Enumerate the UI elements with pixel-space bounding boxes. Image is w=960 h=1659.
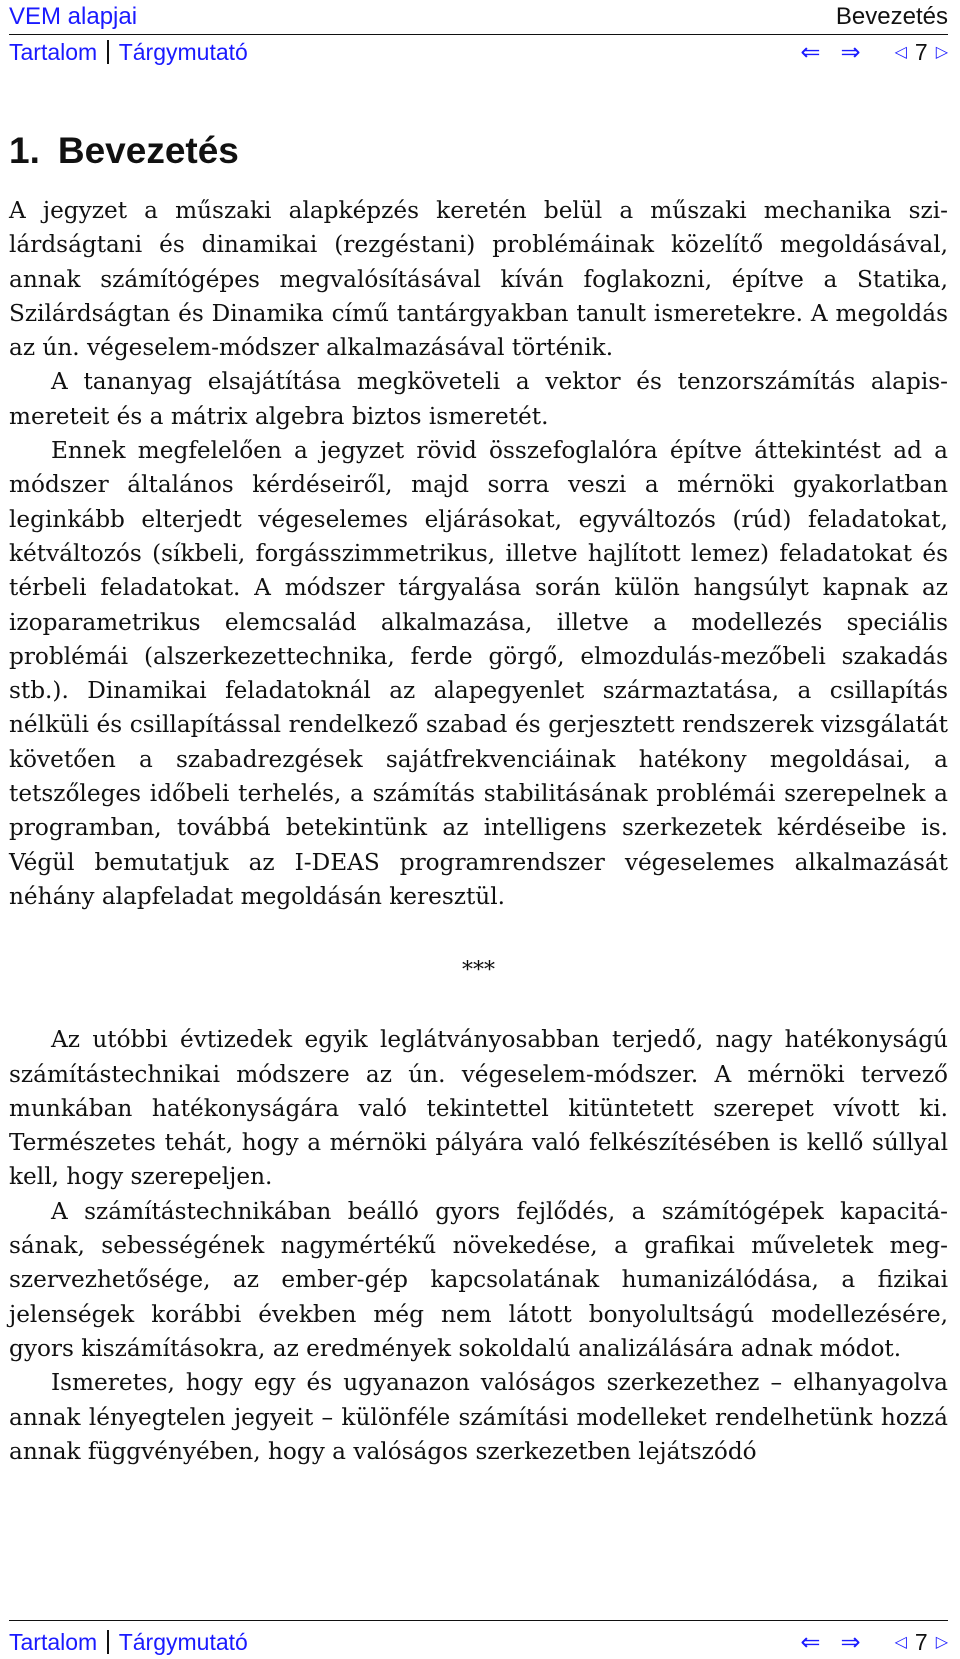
next-page-icon[interactable]: ▷	[935, 44, 948, 61]
section-heading	[9, 130, 948, 172]
nav-separator	[107, 40, 109, 64]
paragraph: A jegyzet a műszaki alapképzés keretén belül a műszaki mechanika szilárdságtani és dinamikai (rezgéstani) problémáinak közelítő megoldásával, annak számítógépes megvalósításával kíván foglakozni, építve a Statika, Szilárdságtan és Dinamika című tantárgyakban tanult ismeretekre. A megoldás az ún. végeselem-módszer alkalmazásával történik.	[9, 197, 948, 362]
contents-link[interactable]: Tartalom	[9, 1628, 98, 1655]
contents-link[interactable]: Tartalom	[9, 38, 98, 65]
paragraph: Az utóbbi évtizedek egyik leglátványosabban terjedő, nagy hatékonyságú számítástechnikai módszere az ún. végeselem-módszer. A mérnöki tervező munkában hatékonyságára való tekintettel kitüntetett szerepet vívott ki. Természetes tehát, hogy a mérnöki pályára való felkészítésében is kellő súllyal kell, hogy szerepeljen.	[9, 1026, 948, 1191]
running-header	[9, 2, 948, 32]
page-body	[9, 118, 948, 1469]
forward-arrow-icon[interactable]: ⇒	[840, 38, 861, 66]
section-number: 1.	[9, 130, 40, 171]
bottom-navigation-bar	[9, 1627, 948, 1657]
back-arrow-icon[interactable]: ⇐	[800, 38, 821, 66]
header-divider	[9, 34, 948, 35]
next-page-icon[interactable]: ▷	[935, 1634, 948, 1651]
current-section-name: Bevezetés	[835, 3, 948, 30]
previous-page-icon[interactable]: ◁	[894, 44, 907, 61]
section-separator: ***	[462, 958, 495, 984]
index-link[interactable]: Tárgymutató	[118, 38, 248, 65]
forward-arrow-icon[interactable]: ⇒	[840, 1628, 861, 1656]
section-title: Bevezetés	[57, 130, 239, 171]
document-title[interactable]: VEM alapjai	[9, 3, 138, 30]
page-number: 7	[914, 38, 928, 65]
paragraph: A tananyag elsajátítása megköveteli a vektor és tenzorszámítás alapismereteit és a mátrix algebra biztos ismeretét.	[9, 368, 948, 430]
paragraph: Ennek megfelelően a jegyzet rövid összefoglalóra építve áttekintést ad a módszer általános kérdéseiről, majd sorra veszi a mérnöki gyakorlatban leginkább elterjedt végeselemes eljárásokat, egyváltozós (rúd) feladatokat, kétváltozós (síkbeli, forgásszimmetrikus, illetve hajlított lemez) feladatokat és térbeli feladatokat. A módszer tárgyalása során külön hangsúlyt kapnak az izoparametrikus elemcsalád alkalmazása, illetve a modellezés speciális problémái (alszerkezettechnika, ferde görgő, elmozdulás-mezőbeli szakadás stb.). Dinamikai feladatoknál az alapegyenlet származtatása, a csillapítás nélküli és csillapítással rendelkező szabad és gerjesztett rendszerek vizsgálatát követően a szabadrezgések sajátfrekvenciáinak hatékony megoldásai, a tetszőleges időbeli terhelés, a számítás stabilitásának problémái szerepelnek a programban, továbbá betekintünk az intelligens szerkezetek kérdéseibe is. Végül bemutatjuk az I-DEAS programrendszer végeselemes alkalmazását néhány alapfeladat megoldásán keresztül.	[9, 437, 948, 910]
index-link[interactable]: Tárgymutató	[118, 1628, 248, 1655]
nav-separator	[107, 1630, 109, 1654]
back-arrow-icon[interactable]: ⇐	[800, 1628, 821, 1656]
paragraph: Ismeretes, hogy egy és ugyanazon valóságos szerkezethez – elhanyagolva annak lényegtelen jegyeit – különféle számítási modelleket rendelhetünk hozzá annak függvényében, hogy a valóságos szerkezetben lejátszódó	[9, 1369, 948, 1465]
footer-divider	[9, 1620, 948, 1621]
paragraph: A számítástechnikában beálló gyors fejlődés, a számítógépek kapacitásának, sebességének nagymértékű növekedése, a grafikai műveletek megszervezhetősége, az ember-gép kapcsolatának humanizálódása, a fizikai jelenségek korábbi években még nem látott bonyolultságú modellezésére, gyors kiszámításokra, az eredmények sokoldalú analizálására adnak módot.	[9, 1197, 948, 1362]
previous-page-icon[interactable]: ◁	[894, 1634, 907, 1651]
top-navigation-bar	[9, 37, 948, 67]
page-number: 7	[914, 1628, 928, 1655]
